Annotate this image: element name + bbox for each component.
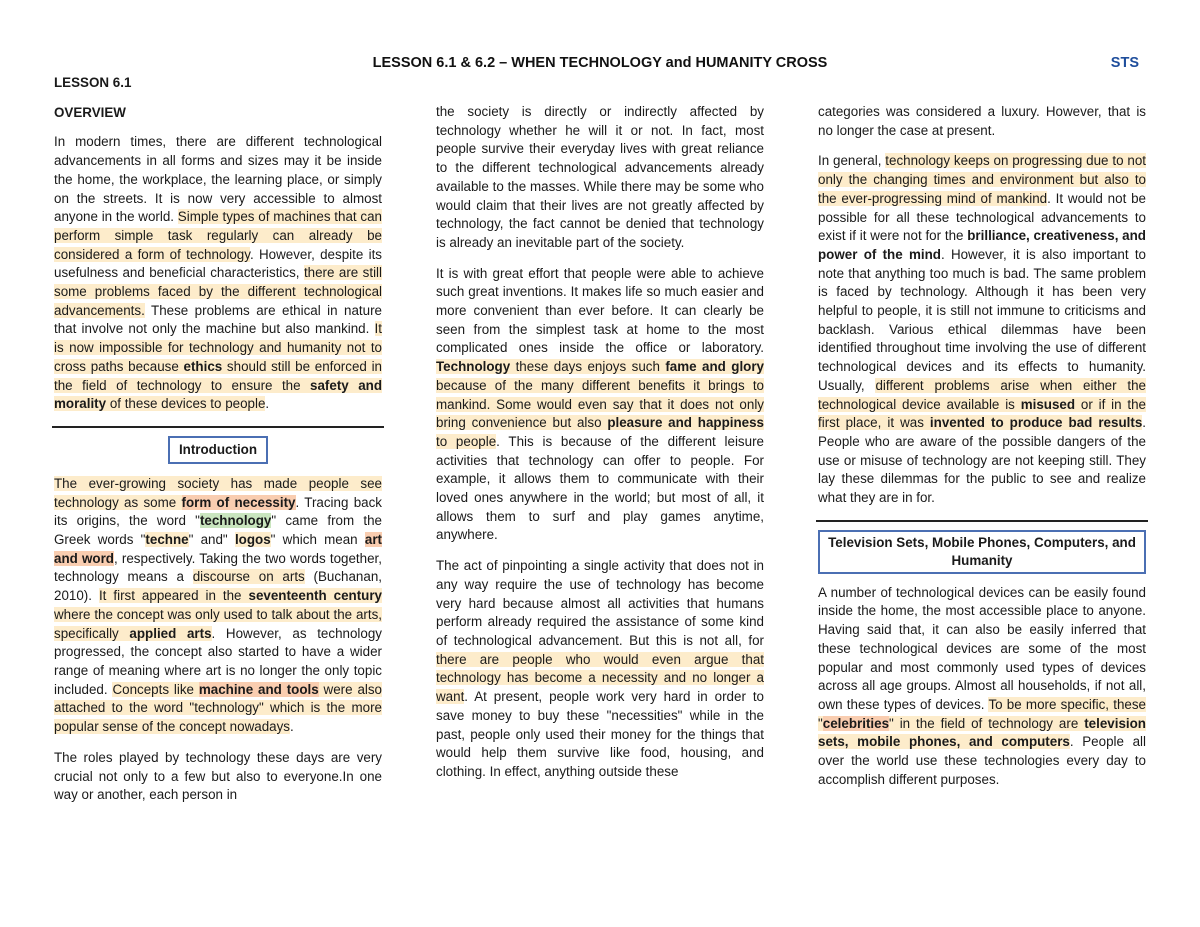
highlighted-text: invented to produce bad results (929, 415, 1143, 431)
highlighted-text: Simple types of machines that can perform simple task regularly can already be considered a form of technology (54, 209, 382, 262)
great-effort-paragraph (436, 265, 764, 546)
highlighted-text: fame and glory (665, 359, 765, 375)
column-2 (436, 103, 764, 782)
text-run: . (265, 396, 270, 412)
text-run: The act of pinpointing a single activity that does not in any way require the use of technology has become very hard because almost all activities that humans perform already required the assistance of some kind of technological advancement. But this is not all, for (436, 558, 764, 648)
highlighted-text: Concepts like (112, 681, 199, 697)
highlighted-text: machine and tools (198, 681, 319, 697)
highlighted-text: were also attached to the word "technology" which is the more popular sense of the concept nowadays (54, 681, 383, 735)
text-run: " which mean (270, 532, 365, 548)
highlighted-text: to people (436, 433, 497, 449)
highlighted-text: where the concept was only used to talk about the arts, specifically (54, 606, 382, 641)
text-run: . However, despite its usefulness and beneficial characteristics, (54, 246, 382, 281)
highlighted-text: applied arts (129, 625, 212, 641)
course-label: STS (1110, 55, 1139, 71)
text-run: . People all over the world use these technologies every day to accomplish different purposes. (818, 734, 1146, 787)
highlighted-text: logos (234, 532, 271, 548)
tv-phones-computers-heading: Television Sets, Mobile Phones, Computers, and Humanity (818, 530, 1146, 574)
highlighted-text: because of the many different benefits it brings to mankind. Some would even say that it does not only bring convenience but also (436, 377, 764, 431)
highlighted-text: It is now impossible for technology and humanity not to cross paths because (54, 321, 382, 374)
highlighted-text: ethics (183, 358, 223, 374)
text-run: . (289, 719, 294, 735)
text-run: (Buchanan, 2010). (54, 569, 382, 604)
highlighted-text: there are people who would even argue that technology has become a necessity and no longer a want (436, 651, 764, 705)
highlighted-text: pleasure and happiness (607, 415, 765, 431)
text-run: " came from the Greek words " (54, 513, 382, 548)
in-general-paragraph (818, 152, 1146, 507)
text-run: . People who are aware of the possible dangers of the use or misuse of technology are not keeping still. They lay these dilemmas for the public to see and realize what they are in for. (818, 415, 1146, 506)
section-divider (52, 426, 384, 428)
column-1 (54, 74, 382, 805)
highlighted-text: these days enjoys such (510, 359, 666, 375)
highlighted-text: seventeenth century (248, 588, 382, 604)
highlighted-text: celebrities (822, 715, 890, 731)
text-run: It is with great effort that people were able to achieve such great inventions. It makes life so much easier and more convenient than ever before. It can clearly be seen from the simplest task at home to the most complicated ones inside the office or laboratory. (436, 265, 764, 356)
pinpointing-paragraph (436, 557, 764, 781)
intro-paragraph (54, 475, 382, 737)
highlighted-text: or if in the first place, it was (818, 396, 1146, 431)
text-run: . At present, people work very hard in order to save money to buy these "necessities" while in the past, people only used their money for the things that would help them survive like food, housing, and clothing. In effect, anything outside these (436, 689, 764, 779)
text-run: These problems are ethical in nature that involve not only the machine but also mankind. (54, 302, 382, 337)
highlighted-text: form of necessity (181, 494, 296, 510)
text-run: In modern times, there are different technological advancements in all forms and sizes may it be inside the home, the workplace, the learning place, or simply on the streets. It is now very accessible to almost anyone in the world. (54, 134, 382, 225)
page-title: LESSON 6.1 & 6.2 – WHEN TECHNOLOGY and HUMANITY CROSS (372, 55, 828, 71)
highlighted-text: different problems arise when either the technological device available is (818, 377, 1146, 412)
text-run: A number of technological devices can be easily found inside the home, the most accessible place to anyone. Having said that, it can also be easily inferred that these technological devices are some of the most popular and most commonly used types of devices across all age groups. Almost all households, if not all, own these types of devices. (818, 584, 1146, 712)
highlighted-text: Technology (436, 359, 511, 375)
highlighted-text: misused (1020, 396, 1076, 412)
text-run: . Tracing back its origins, the word " (54, 494, 382, 529)
highlighted-text: technology keeps on progressing due to not only the changing times and environment but also to the ever-progressing mind of mankind (818, 153, 1146, 206)
highlighted-text: there are still some problems faced by the different technological advancements. (54, 265, 382, 318)
highlighted-text: The ever-growing society has made people see technology as some (54, 475, 382, 510)
text-run: . However, it is also important to note that anything too much is bad. The same problem is faced by technology. Although it has been very helpful to people, it is still not immune to criticisms and backlash. Various ethical dilemmas have been identified throughout time involving the use of different technological devices and its effects to humanity. Usually, (818, 246, 1147, 393)
introduction-heading: Introduction (168, 436, 268, 464)
roles-paragraph (54, 749, 382, 805)
lesson-label: LESSON 6.1 (54, 75, 132, 90)
overview-heading: OVERVIEW (54, 104, 126, 120)
highlighted-text: technology (199, 513, 272, 529)
devices-paragraph (818, 584, 1146, 790)
text-run: brilliance, creativeness, and power of the mind (818, 228, 1146, 262)
highlighted-text: It first appeared in the (98, 588, 249, 604)
highlighted-text: television sets, mobile phones, and computers (818, 715, 1146, 750)
highlighted-text: discourse on arts (192, 569, 305, 585)
text-run: In general, (818, 153, 886, 169)
categories-paragraph (818, 103, 1146, 140)
text-run: . This is because of the different leisure activities that technology can offer to people. For example, it allows them to communicate with their loved ones anywhere in the world; but most of all, it allows them to surf and play games anytime, anywhere. (436, 433, 764, 543)
text-run: The roles played by technology these days are very crucial not only to a few but also to everyone.In one way or another, each person in (54, 749, 382, 803)
column-3 (818, 103, 1146, 790)
text-run: categories was considered a luxury. However, that is no longer the case at present. (818, 104, 1146, 138)
text-run: " and" (188, 532, 235, 548)
highlighted-text: safety and morality (54, 377, 382, 412)
text-run: . However, as technology progressed, the concept also started to have a wider range of meaning where art is no longer the only topic included. (54, 625, 382, 697)
highlighted-text: should still be enforced in the field of technology to ensure the (54, 358, 382, 393)
section-divider (816, 520, 1148, 522)
text-run: , respectively. Taking the two words together, technology means a (54, 550, 382, 585)
highlighted-text: of these devices to people (106, 396, 266, 412)
society-paragraph (436, 103, 764, 253)
highlighted-text: " in the field of technology are (889, 715, 1085, 731)
overview-paragraph (54, 133, 382, 414)
text-run: the society is directly or indirectly affected by technology whether he will it or not. In fact, most people survive their everyday lives with great reliance to the different technological advancements already available to the masses. While there may be some who would claim that their lives are not greatly affected by technology, the fact cannot be denied that technology is already an inevitable part of the society. (436, 104, 764, 250)
highlighted-text: techne (145, 532, 189, 548)
text-run: . It would not be possible for all these technological advancements to exist if it were not for the (818, 190, 1146, 244)
highlighted-text: To be more specific, these " (818, 696, 1146, 731)
highlighted-text: art and word (54, 532, 382, 566)
